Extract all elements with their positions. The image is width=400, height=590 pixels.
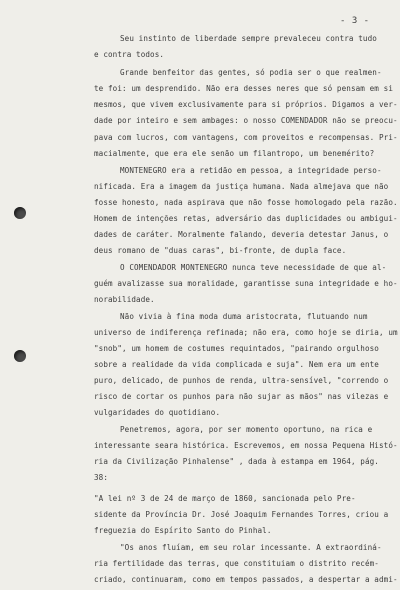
- text-line: e contra todos.: [94, 50, 165, 59]
- text-line: "snob", um homem de costumes requintados, "pairando orgulhoso: [94, 344, 379, 353]
- text-line: puro, delicado, de punhos de renda, ultra-sensível, "correndo o: [94, 376, 389, 385]
- text-line: ria da Civilização Pinhalense" , dada à estampa em 1964, pág.: [94, 457, 379, 466]
- text-line: 38:: [94, 473, 109, 482]
- text-line: MONTENEGRO era a retidão em pessoa, a integridade perso-: [120, 166, 382, 175]
- text-line: Penetremos, agora, por ser momento oportuno, na rica e: [120, 425, 373, 434]
- text-line: mesmos, que vivem exclusivamente para si próprios. Digamos a ver-: [94, 100, 398, 109]
- text-line: guém avalizasse sua moralidade, garantisse suna integridade e ho-: [94, 279, 398, 288]
- text-line: criado, continuaram, como em tempos passados, a despertar a admi-: [94, 575, 398, 584]
- text-line: Grande benfeitor das gentes, só podia ser o que realmen-: [120, 68, 382, 77]
- text-line: ria fertilidade das terras, que constituiam o distrito recém-: [94, 559, 379, 568]
- text-line: sidente da Província Dr. José Joaquim Fernandes Torres, criou a: [94, 510, 389, 519]
- text-line: "A lei nº 3 de 24 de março de 1860, sancionada pelo Pre-: [94, 494, 356, 503]
- text-line: vulgaridades do quotidiano.: [94, 408, 221, 417]
- text-line: O COMENDADOR MONTENEGRO nunca teve necessidade de que al-: [120, 263, 387, 272]
- punch-hole-bottom: [14, 350, 26, 362]
- text-line: universo de indiferença refinada; não era, como hoje se diria, um: [94, 328, 398, 337]
- punch-hole-top: [14, 207, 26, 219]
- text-line: "Os anos fluíam, em seu rolar incessante. A extraordiná-: [120, 543, 382, 552]
- text-line: dades de caráter. Moralmente falando, deveria detestar Janus, o: [94, 230, 389, 239]
- text-line: pava com lucros, com vantagens, com proveitos e recompensas. Pri-: [94, 133, 398, 142]
- text-line: risco de cortar os punhos para não sujar as mãos" nas vilezas e: [94, 392, 389, 401]
- text-line: macialmente, que era ele senão um filantropo, um benemérito?: [94, 149, 375, 158]
- text-line: freguezia do Espírito Santo do Pinhal.: [94, 526, 272, 535]
- text-line: Não vivia à fina moda duma aristocrata, flutuando num: [120, 312, 368, 321]
- text-line: Seu instinto de liberdade sempre prevaleceu contra tudo: [120, 34, 377, 43]
- text-line: te foi: um desprendido. Não era desses neres que só pensam em si: [94, 84, 393, 93]
- text-line: Homem de intenções retas, adversário das duplicidades ou ambigui-: [94, 214, 398, 223]
- text-line: dade por inteiro e sem ambages: o nosso COMENDADOR não se preocu-: [94, 116, 398, 125]
- text-line: interessante seara histórica. Escrevemos, em nossa Pequena Histó-: [94, 441, 398, 450]
- text-line: nificada. Era a imagem da justiça humana. Nada almejava que não: [94, 182, 389, 191]
- page-number: - 3 -: [340, 16, 370, 26]
- text-line: norabilidade.: [94, 295, 155, 304]
- text-line: fosse honesto, nada aspirava que não fosse homologado pela razão.: [94, 198, 398, 207]
- text-line: sobre a realidade da vida complicada e suja". Nem era um ente: [94, 360, 379, 369]
- text-line: deus romano de "duas caras", bi-fronte, de dupla face.: [94, 246, 347, 255]
